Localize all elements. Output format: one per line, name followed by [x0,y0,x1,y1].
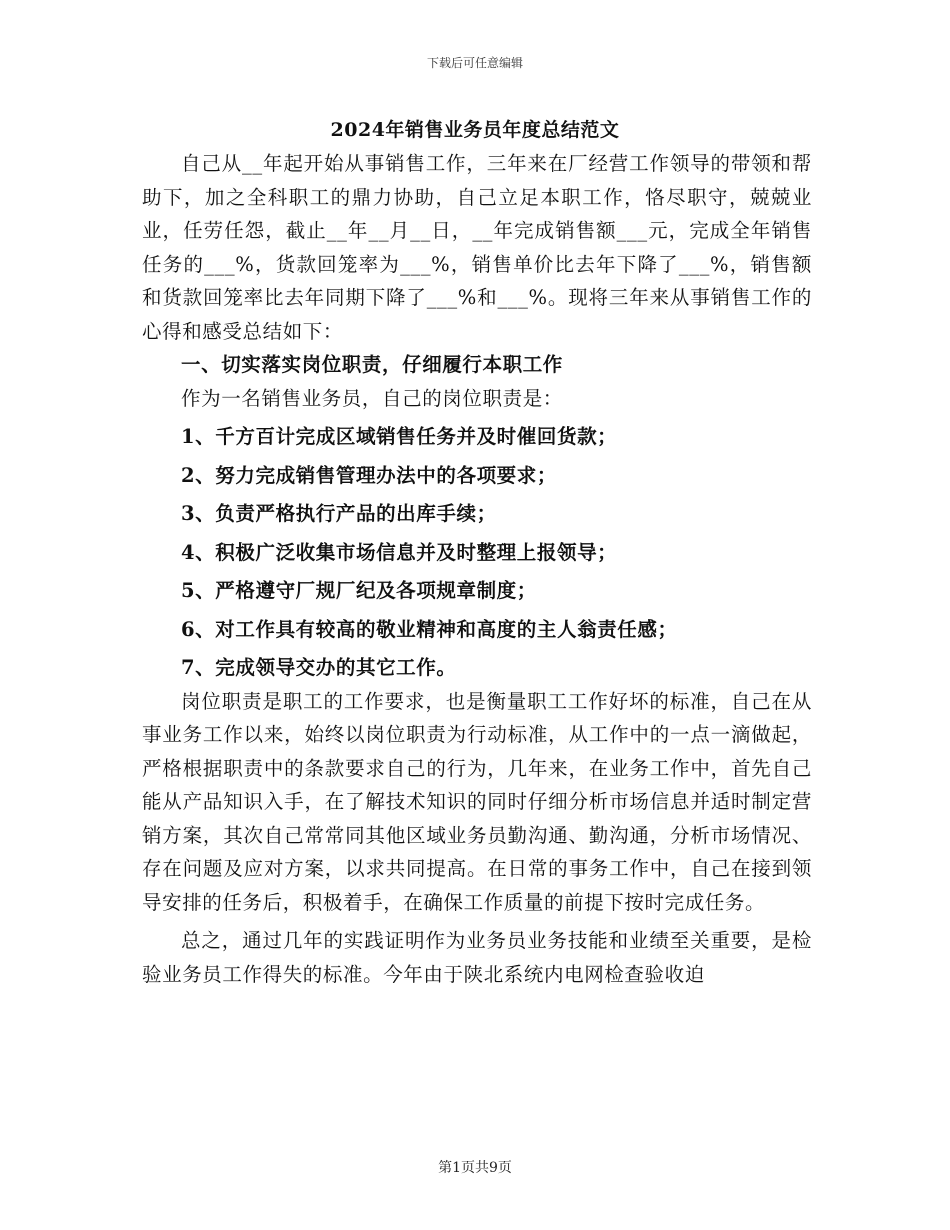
duty-item-6: 6、对工作具有较高的敬业精神和高度的主人翁责任感； [181,617,678,641]
duty-item-7: 7、完成领导交办的其它工作。 [181,656,457,679]
duties-intro: 作为一名销售业务员，自己的岗位职责是： [181,386,563,410]
duty-item-3: 3、负责严格执行产品的出库手续； [181,502,497,525]
intro-paragraph: 自己从__年起开始从事销售工作，三年来在厂经营工作领导的带领和帮助下，加之全科职工的鼎力协助，自己立足本职工作，恪尽职守，兢兢业业，任劳任怨，截止__年__月__日，__年完成销售额___元，完成全年销售任务的___%，货款回笼率为___%，销售单价比去年下降了___%，销售额和货款回笼率比去年同期下降了___%和___%。现将三年来从事销售工作的心得和感受总结如下： [142,152,812,343]
duty-item-4: 4、积极广泛收集市场信息并及时整理上报领导； [181,540,618,564]
duty-item-5: 5、严格遵守厂规厂纪及各项规章制度； [181,579,537,602]
duty-item-1: 1、千方百计完成区域销售任务并及时催回货款； [181,425,618,448]
document-body [142,147,812,991]
summary-paragraph: 总之，通过几年的实践证明作为业务员业务技能和业绩至关重要，是检验业务员工作得失的标准。今年由于陕北系统内电网检查验收迫 [142,929,812,986]
header-note: 下载后可任意编辑 [426,56,523,70]
section-heading: 一、切实落实岗位职责，仔细履行本职工作 [181,353,563,376]
document-title: 2024年销售业务员年度总结范文 [330,119,620,141]
duties-paragraph: 岗位职责是职工的工作要求，也是衡量职工工作好坏的标准，自己在从事业务工作以来，始终以岗位职责为行动标准，从工作中的一点一滴做起，严格根据职责中的条款要求自己的行为，几年来，在业务工作中，首先自己能从产品知识入手，在了解技术知识的同时仔细分析市场信息并适时制定营销方案，其次自己常常同其他区域业务员勤沟通、勤沟通，分析市场情况、存在问题及应对方案，以求共同提高。在日常的事务工作中，自己在接到领导安排的任务后，积极着手，在确保工作质量的前提下按时完成任务。 [142,689,812,914]
duty-item-2: 2、努力完成销售管理办法中的各项要求； [181,463,557,487]
page-number: 第1页共9页 [438,1160,512,1176]
